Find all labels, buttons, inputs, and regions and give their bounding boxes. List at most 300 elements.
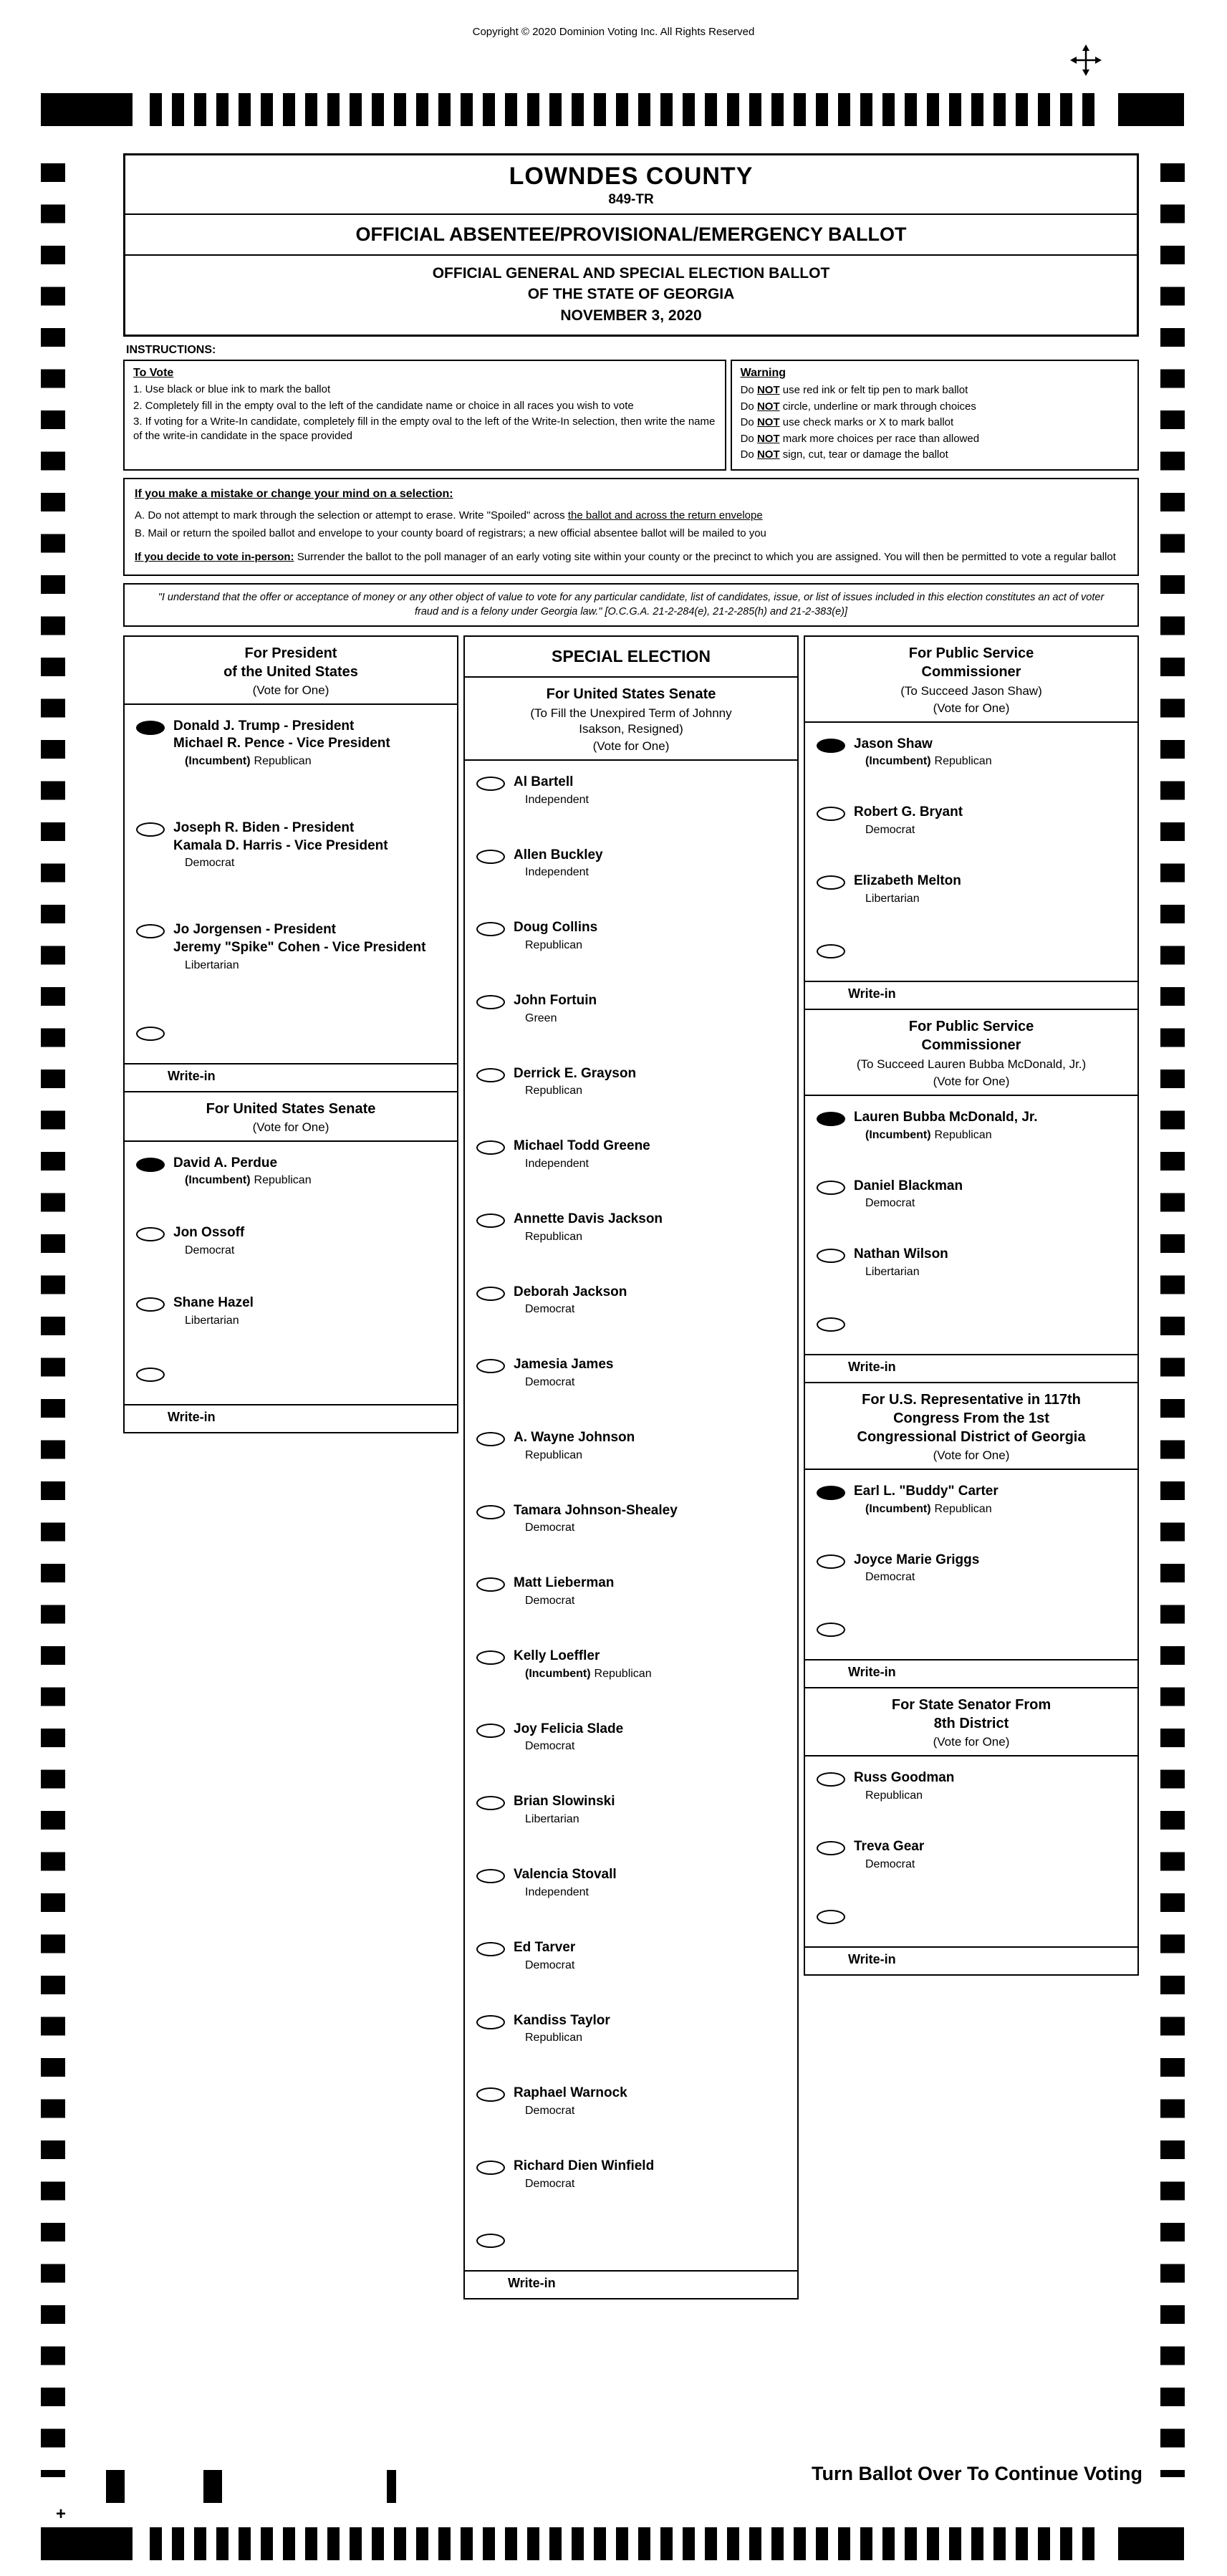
to-vote-box xyxy=(123,360,726,471)
candidate-name: Nathan Wilson xyxy=(854,1246,948,1262)
candidate-text xyxy=(514,1502,678,1535)
candidate-party: Republican xyxy=(254,755,312,768)
empty-oval[interactable] xyxy=(476,1287,505,1301)
candidate-party-line xyxy=(525,1886,617,1899)
special-election-header: SPECIAL ELECTION xyxy=(463,635,799,678)
candidate-text xyxy=(514,1648,652,1681)
candidate-text xyxy=(854,1552,979,1585)
warning-item xyxy=(741,431,1129,448)
candidate-name: John Fortuin xyxy=(514,992,597,1008)
ballot-code: 849-TR xyxy=(608,192,654,207)
election-title-section xyxy=(125,256,1137,335)
filled-oval[interactable] xyxy=(817,1112,845,1126)
candidate-name: Matt Lieberman xyxy=(514,1575,615,1591)
candidate-text xyxy=(514,2012,610,2045)
write-in-oval[interactable] xyxy=(136,1368,165,1382)
candidate-party: Independent xyxy=(525,1157,589,1170)
candidate-text xyxy=(514,1138,650,1171)
candidate-party-line xyxy=(525,1740,623,1753)
contest-header xyxy=(465,678,797,761)
contest-title-line: 8th District xyxy=(933,1716,1009,1732)
candidate-row xyxy=(476,774,791,807)
candidate-name: Richard Dien Winfield xyxy=(514,2158,655,2173)
incumbent-tag: (Incumbent) xyxy=(865,1502,931,1515)
candidate-name: Joy Felicia Slade xyxy=(514,1721,624,1736)
candidate-party: Libertarian xyxy=(865,892,920,905)
contest-title-line: For U.S. Representative in 117th xyxy=(862,1391,1081,1408)
in-person-heading: If you decide to vote in-person: xyxy=(135,551,294,564)
candidate-party: Democrat xyxy=(865,1857,915,1870)
contest-column-3 xyxy=(804,635,1139,1976)
timing-bars xyxy=(150,2527,1101,2560)
warning-item xyxy=(741,447,1129,463)
instructions-row xyxy=(123,360,1139,471)
timing-block-right xyxy=(1118,93,1184,126)
to-vote-item: 2. Completely fill in the empty oval to the left of the candidate name or choice in all races you wish to vote xyxy=(133,399,634,412)
county-title: LOWNDES COUNTY xyxy=(509,163,754,190)
contest-subtitle-line: (To Fill the Unexpired Term of Johnny xyxy=(530,706,732,720)
candidate-party-line xyxy=(525,1303,627,1316)
write-in-label: Write-in xyxy=(805,1946,1137,1974)
candidate-text xyxy=(854,1178,963,1211)
write-in-oval[interactable] xyxy=(136,1027,165,1041)
write-in-row xyxy=(805,1620,1137,1659)
candidate-party: Independent xyxy=(525,793,589,806)
candidate-party: Democrat xyxy=(525,1959,575,1971)
incumbent-tag: (Incumbent) xyxy=(865,755,931,768)
contest-title-line: For President xyxy=(244,645,337,661)
empty-oval[interactable] xyxy=(476,1869,505,1883)
candidate-party: Democrat xyxy=(865,824,915,837)
candidate-name: Robert G. Bryant xyxy=(854,804,963,820)
empty-oval[interactable] xyxy=(476,2161,505,2175)
contest-title xyxy=(812,1696,1130,1733)
vote-for-instruction: (Vote for One) xyxy=(252,683,329,697)
warning-item xyxy=(741,383,1129,399)
timing-marks-left xyxy=(41,163,65,2477)
copyright-notice: Copyright © 2020 Dominion Voting Inc. All Rights Reserved xyxy=(472,26,755,38)
candidate-row xyxy=(817,1838,1132,1871)
candidate-text xyxy=(514,1284,627,1317)
timing-marks-top xyxy=(41,93,1184,126)
mistake-line-b: B. Mail or return the spoiled ballot and envelope to your county board of registrars; a new official absentee ballot will be mailed to you xyxy=(135,527,766,540)
empty-oval[interactable] xyxy=(817,1841,845,1855)
write-in-oval[interactable] xyxy=(817,1910,845,1924)
write-in-oval[interactable] xyxy=(476,2234,505,2248)
ballot-subtitle-1: OFFICIAL GENERAL AND SPECIAL ELECTION BALLOT xyxy=(432,265,830,282)
candidate-list xyxy=(805,1096,1137,1279)
warning-item xyxy=(741,415,1129,431)
candidate-text xyxy=(173,718,390,768)
candidate-text xyxy=(514,1211,663,1244)
candidate-party-line xyxy=(525,1449,635,1462)
registration-plus-mark: + xyxy=(56,2504,67,2524)
candidate-name: Jamesia James xyxy=(514,1357,614,1373)
candidate-party: Libertarian xyxy=(865,1265,920,1278)
candidate-party: Democrat xyxy=(525,1376,575,1389)
candidate-name: Michael Todd Greene xyxy=(514,1138,650,1154)
candidate-party-line xyxy=(185,1244,244,1257)
mistake-text: A. Do not attempt to mark through the selection or attempt to erase. Write "Spoiled" across xyxy=(135,509,568,522)
warning-text: use red ink or felt tip pen to mark ballot xyxy=(779,384,968,397)
contest-title xyxy=(812,1017,1130,1054)
candidate-name: Joseph R. Biden - President xyxy=(173,820,355,836)
candidate-party: Democrat xyxy=(185,857,235,870)
alignment-mark xyxy=(203,2470,222,2503)
candidate-party-line xyxy=(525,1813,615,1826)
timing-bars xyxy=(150,93,1101,126)
candidate-party-line xyxy=(525,939,597,952)
candidate-row xyxy=(817,1769,1132,1802)
candidate-text xyxy=(514,992,597,1025)
empty-oval[interactable] xyxy=(476,1432,505,1446)
contest-header xyxy=(805,1010,1137,1096)
write-in-row xyxy=(465,2231,797,2270)
instructions-label: INSTRUCTIONS: xyxy=(126,344,216,357)
candidate-party-line xyxy=(865,1266,948,1279)
ballot-title: OFFICIAL ABSENTEE/PROVISIONAL/EMERGENCY BALLOT xyxy=(125,215,1137,256)
empty-oval[interactable] xyxy=(476,1650,505,1665)
empty-oval[interactable] xyxy=(476,1796,505,1810)
filled-oval[interactable] xyxy=(817,739,845,753)
candidate-party-line xyxy=(525,866,603,879)
candidate-row xyxy=(476,1138,791,1171)
contest-title xyxy=(472,685,790,703)
county-section xyxy=(125,155,1137,215)
contest-box xyxy=(804,1687,1139,1975)
candidate-list xyxy=(805,723,1137,905)
contest-subtitle xyxy=(812,1057,1130,1072)
candidate-row xyxy=(476,1866,791,1899)
candidate-party: Democrat xyxy=(525,1303,575,1316)
candidate-party-line xyxy=(525,2105,627,2118)
warning-text: Do xyxy=(740,448,757,461)
candidate-list xyxy=(465,761,797,2191)
election-date: NOVEMBER 3, 2020 xyxy=(560,307,702,324)
candidate-row xyxy=(817,736,1132,769)
candidate-party: Republican xyxy=(934,1502,992,1515)
candidate-party-line xyxy=(865,893,961,905)
candidate-party: Republican xyxy=(934,1128,992,1141)
candidate-party: Libertarian xyxy=(185,958,239,971)
alignment-mark xyxy=(387,2470,396,2503)
empty-oval[interactable] xyxy=(476,1505,505,1519)
candidate-party: Libertarian xyxy=(185,1314,239,1327)
candidate-text xyxy=(514,1429,635,1462)
candidate-party-line xyxy=(525,794,589,807)
candidate-list xyxy=(805,1756,1137,1870)
candidate-row xyxy=(476,2012,791,2045)
contest-header xyxy=(125,1092,457,1142)
candidate-text xyxy=(854,1483,999,1516)
candidate-party: Republican xyxy=(934,755,992,768)
contest-box xyxy=(804,1009,1139,1383)
ballot-header xyxy=(123,153,1139,337)
candidate-party-line xyxy=(865,755,992,768)
contest-header xyxy=(805,1688,1137,1756)
mistake-instructions-box xyxy=(123,478,1139,576)
candidate-row xyxy=(476,847,791,880)
contest-subtitle xyxy=(812,683,1130,699)
timing-marks-bottom xyxy=(41,2527,1184,2560)
warning-text: Do xyxy=(740,416,757,429)
candidate-text xyxy=(854,1769,954,1802)
contest-header xyxy=(125,637,457,705)
incumbent-tag: (Incumbent) xyxy=(865,1128,931,1141)
filled-oval[interactable] xyxy=(136,1158,165,1172)
candidate-name: Ed Tarver xyxy=(514,1939,576,1955)
candidate-party-line xyxy=(525,1595,614,1607)
contest-title xyxy=(812,644,1130,681)
candidate-name: Donald J. Trump - President xyxy=(173,718,355,734)
contest-box xyxy=(123,635,458,1092)
candidate-party-line xyxy=(865,824,963,837)
candidate-party: Republican xyxy=(525,1230,583,1243)
candidate-row xyxy=(476,1502,791,1535)
warning-not: NOT xyxy=(756,432,780,445)
empty-oval[interactable] xyxy=(476,2087,505,2102)
candidate-name: Doug Collins xyxy=(514,920,598,936)
to-vote-item: 3. If voting for a Write-In candidate, completely fill in the empty oval to the left of the Write-In selection, then write the name of the write-in candidate in the space provided xyxy=(133,415,716,442)
empty-oval[interactable] xyxy=(817,875,845,890)
candidate-name: Jeremy "Spike" Cohen - Vice President xyxy=(173,940,426,956)
empty-oval[interactable] xyxy=(476,1213,505,1228)
contest-title-line: For Public Service xyxy=(908,1018,1034,1034)
candidate-name: Kamala D. Harris - Vice President xyxy=(173,837,388,853)
empty-oval[interactable] xyxy=(136,924,165,938)
candidate-text xyxy=(514,774,589,807)
contest-box xyxy=(123,1091,458,1433)
filled-oval[interactable] xyxy=(817,1486,845,1500)
candidate-row xyxy=(817,873,1132,905)
warning-not: NOT xyxy=(756,416,780,429)
candidate-row xyxy=(817,1483,1132,1516)
candidate-row xyxy=(476,1721,791,1754)
candidate-party: Republican xyxy=(254,1174,312,1187)
candidate-name: Treva Gear xyxy=(854,1839,925,1855)
candidate-party: Republican xyxy=(525,938,583,951)
candidate-text xyxy=(854,804,963,837)
candidate-text xyxy=(514,1356,613,1389)
write-in-label: Write-in xyxy=(805,1354,1137,1382)
candidate-row xyxy=(136,921,451,971)
candidate-name: Kandiss Taylor xyxy=(514,2012,610,2028)
turn-over-notice: Turn Ballot Over To Continue Voting xyxy=(812,2463,1142,2484)
empty-oval[interactable] xyxy=(476,1140,505,1155)
candidate-party: Democrat xyxy=(865,1197,915,1210)
incumbent-tag: (Incumbent) xyxy=(525,1667,591,1680)
alignment-mark xyxy=(106,2470,125,2503)
timing-block-left xyxy=(41,93,133,126)
candidate-party-line xyxy=(525,2032,610,2044)
empty-oval[interactable] xyxy=(817,807,845,821)
empty-oval[interactable] xyxy=(476,1942,505,1956)
empty-oval[interactable] xyxy=(476,1068,505,1082)
candidate-row xyxy=(476,2158,791,2191)
candidate-row xyxy=(817,1552,1132,1585)
candidate-party-line xyxy=(865,1503,999,1516)
warning-not: NOT xyxy=(756,448,780,461)
filled-oval[interactable] xyxy=(136,721,165,735)
mistake-heading: If you make a mistake or change your mind on a selection: xyxy=(135,487,453,500)
contest-title-line: For State Senator From xyxy=(891,1697,1052,1714)
candidate-text xyxy=(514,1575,614,1607)
candidate-party-line xyxy=(185,959,425,972)
write-in-row xyxy=(805,941,1137,981)
ballot-subtitle-2: OF THE STATE OF GEORGIA xyxy=(527,286,735,303)
candidate-row xyxy=(476,1648,791,1681)
candidate-name: Kelly Loeffler xyxy=(514,1648,600,1664)
candidate-party-line xyxy=(525,1668,652,1681)
candidate-name: Joyce Marie Griggs xyxy=(854,1552,980,1567)
candidate-party: Republican xyxy=(594,1667,652,1680)
candidate-text xyxy=(854,1838,924,1871)
empty-oval[interactable] xyxy=(136,822,165,837)
contest-title-line: For Public Service xyxy=(908,645,1034,661)
contest-title-line: Commissioner xyxy=(921,1037,1021,1053)
timing-block-right xyxy=(1118,2527,1184,2560)
candidate-row xyxy=(476,1356,791,1389)
candidate-party: Democrat xyxy=(525,1522,575,1534)
candidate-party-line xyxy=(525,1376,613,1389)
candidate-row xyxy=(476,1793,791,1826)
fraud-notice: "I understand that the offer or acceptance of money or any other object of value to vote for any particular candidate, list of candidates, issue, or list of issues included in this election constitutes an act of voter fraud and is a felony under Georgia law." [O.C.G.A. 21-2-284(e), 21-2-285(h) and 21-2-383(e)] xyxy=(123,583,1139,627)
contest-title xyxy=(132,644,450,681)
incumbent-tag: (Incumbent) xyxy=(185,755,251,768)
empty-oval[interactable] xyxy=(476,1359,505,1373)
candidate-text xyxy=(514,847,603,880)
empty-oval[interactable] xyxy=(476,995,505,1009)
candidate-row xyxy=(476,1939,791,1972)
candidate-party-line xyxy=(525,1085,636,1097)
empty-oval[interactable] xyxy=(817,1554,845,1569)
write-in-row xyxy=(125,1365,457,1404)
contest-column-1 xyxy=(123,635,458,1433)
candidate-text xyxy=(173,1155,312,1188)
vote-for-instruction: (Vote for One) xyxy=(933,1448,1010,1462)
candidate-row xyxy=(136,1224,451,1257)
empty-oval[interactable] xyxy=(476,922,505,936)
candidate-name: Tamara Johnson-Shealey xyxy=(514,1502,678,1518)
warning-text: mark more choices per race than allowed xyxy=(779,432,980,445)
empty-oval[interactable] xyxy=(817,1772,845,1787)
contest-subtitle-line: (To Succeed Lauren Bubba McDonald, Jr.) xyxy=(856,1057,1087,1071)
empty-oval[interactable] xyxy=(476,1724,505,1738)
empty-oval[interactable] xyxy=(476,2015,505,2029)
warning-title: Warning xyxy=(740,367,786,380)
vote-for-instruction: (Vote for One) xyxy=(933,701,1010,715)
warning-box xyxy=(731,360,1139,471)
warning-text: Do xyxy=(740,384,757,397)
candidate-row xyxy=(817,1109,1132,1142)
ballot-content xyxy=(123,153,1139,2299)
candidate-row xyxy=(136,1294,451,1327)
candidate-name: A. Wayne Johnson xyxy=(514,1430,635,1446)
empty-oval[interactable] xyxy=(476,777,505,791)
empty-oval[interactable] xyxy=(136,1297,165,1312)
to-vote-item: 1. Use black or blue ink to mark the ballot xyxy=(133,383,331,396)
candidate-text xyxy=(514,2158,654,2191)
empty-oval[interactable] xyxy=(817,1181,845,1195)
write-in-oval[interactable] xyxy=(817,944,845,958)
warning-not: NOT xyxy=(756,400,780,413)
contest-box xyxy=(804,635,1139,1010)
candidate-text xyxy=(514,919,597,952)
warning-text: Do xyxy=(740,400,757,413)
contest-title-line: For United States Senate xyxy=(206,1100,376,1117)
candidate-party: Democrat xyxy=(525,2177,575,2190)
candidate-text xyxy=(514,2085,627,2118)
candidate-text xyxy=(514,1721,623,1754)
registration-crosshair-icon xyxy=(1070,44,1102,76)
contest-header xyxy=(805,1383,1137,1470)
candidate-party-line xyxy=(525,2178,654,2191)
empty-oval[interactable] xyxy=(136,1227,165,1241)
contest-title-line: Congress From the 1st xyxy=(893,1410,1049,1426)
candidate-name: Earl L. "Buddy" Carter xyxy=(854,1483,999,1499)
write-in-oval[interactable] xyxy=(817,1623,845,1637)
empty-oval[interactable] xyxy=(476,850,505,864)
empty-oval[interactable] xyxy=(817,1249,845,1263)
candidate-party: Republican xyxy=(525,1448,583,1461)
warning-text: Do xyxy=(740,432,757,445)
write-in-label: Write-in xyxy=(805,1659,1137,1687)
in-person-text: Surrender the ballot to the poll manager of an early voting site within your county or the precinct to which you are assigned. You will then be permitted to vote a regular ballot xyxy=(294,551,1116,564)
contest-column-2 xyxy=(463,635,799,2299)
candidate-party-line xyxy=(865,1129,1038,1142)
contest-title-line: Commissioner xyxy=(921,663,1021,680)
candidate-party: Republican xyxy=(525,2032,583,2044)
contest-title-line: of the United States xyxy=(223,663,358,680)
candidate-text xyxy=(854,873,961,905)
candidate-name: Michael R. Pence - Vice President xyxy=(173,736,390,751)
candidate-name: Russ Goodman xyxy=(854,1770,955,1786)
empty-oval[interactable] xyxy=(476,1577,505,1592)
candidate-party-line xyxy=(185,857,388,870)
candidate-party: Democrat xyxy=(185,1244,235,1257)
candidate-list xyxy=(805,1470,1137,1584)
candidate-row xyxy=(476,992,791,1025)
warning-not: NOT xyxy=(756,384,780,397)
contest-subtitle-line: (To Succeed Jason Shaw) xyxy=(900,683,1042,698)
candidate-name: David A. Perdue xyxy=(173,1155,278,1171)
write-in-oval[interactable] xyxy=(817,1317,845,1332)
candidate-party-line xyxy=(865,1197,963,1210)
candidate-party-line xyxy=(185,755,390,768)
candidate-name: Elizabeth Melton xyxy=(854,873,961,889)
candidate-party-line xyxy=(865,1571,979,1584)
candidate-row xyxy=(817,1178,1132,1211)
candidate-name: Derrick E. Grayson xyxy=(514,1065,637,1081)
candidate-list xyxy=(125,1142,457,1327)
candidate-party-line xyxy=(525,1012,597,1025)
candidate-row xyxy=(476,1284,791,1317)
candidate-text xyxy=(514,1793,615,1826)
candidate-party-line xyxy=(865,1789,954,1802)
candidate-text xyxy=(173,820,388,870)
in-person-instructions xyxy=(135,549,1127,564)
candidate-row xyxy=(476,919,791,952)
contest-subtitle xyxy=(472,706,790,737)
vote-for-instruction: (Vote for One) xyxy=(933,1074,1010,1088)
write-in-label: Write-in xyxy=(125,1404,457,1432)
candidate-text xyxy=(173,1224,244,1257)
candidate-party: Democrat xyxy=(865,1571,915,1584)
candidate-name: Lauren Bubba McDonald, Jr. xyxy=(854,1109,1038,1125)
contest-box xyxy=(804,1382,1139,1688)
write-in-row xyxy=(125,1024,457,1063)
vote-for-instruction: (Vote for One) xyxy=(592,739,670,753)
